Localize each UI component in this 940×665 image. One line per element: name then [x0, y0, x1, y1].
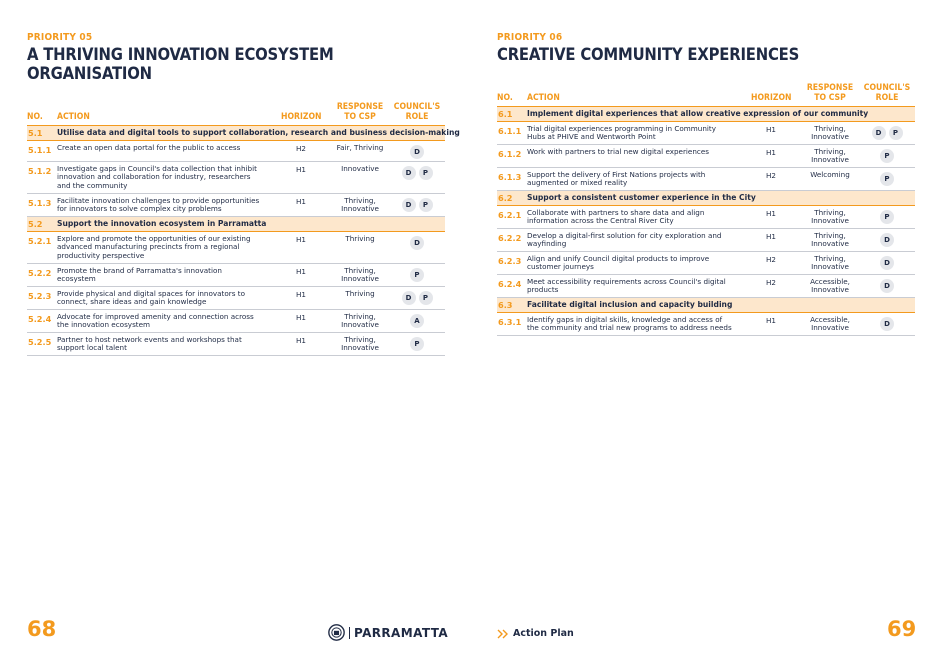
- action-line: the community and trial new programs to address needs: [527, 323, 732, 333]
- priority-title: CREATIVE COMMUNITY EXPERIENCES: [497, 45, 800, 64]
- response-line: Thriving,: [344, 266, 376, 275]
- response-line: Innovative: [811, 216, 849, 226]
- response-value: [332, 336, 388, 353]
- action-table: [27, 126, 460, 356]
- role-badge-d: D: [880, 233, 894, 247]
- horizon-value: H1: [296, 165, 306, 174]
- horizon-value: H1: [296, 290, 306, 299]
- action-line: Facilitate innovation challenges to provide opportunities: [57, 196, 260, 205]
- response-value: [332, 197, 388, 214]
- action-line: and the community: [57, 180, 128, 190]
- section-number: 6.1: [498, 109, 513, 119]
- response-line: Innovative: [811, 132, 849, 142]
- response-value: [802, 148, 858, 165]
- role-badge-p: P: [419, 166, 433, 180]
- table-row: [497, 275, 915, 298]
- role-badges: [389, 337, 445, 351]
- role-badges: [859, 210, 915, 224]
- role-badges: [389, 145, 445, 159]
- role-badges: [389, 291, 445, 305]
- table-row: [27, 141, 445, 162]
- response-value: [332, 313, 388, 330]
- action-line: Work with partners to trial new digital experiences: [527, 147, 710, 156]
- action-number: 6.3.1: [498, 317, 522, 327]
- priority-title: A THRIVING INNOVATION ECOSYSTEM ORGANISATION: [27, 45, 334, 83]
- role-badges: [859, 317, 915, 331]
- action-text: [57, 165, 279, 190]
- response-line: Innovative: [341, 274, 379, 284]
- response-line: Thriving: [345, 234, 375, 243]
- action-line: connect, share ideas and gain knowledge: [57, 297, 207, 307]
- response-value: [332, 290, 388, 298]
- table-row: [27, 232, 445, 264]
- parramatta-logo: [328, 624, 448, 641]
- role-badge-a: A: [410, 314, 424, 328]
- header-no: NO.: [497, 93, 513, 103]
- horizon-value: H1: [766, 316, 776, 325]
- action-number: 5.1.1: [28, 145, 52, 155]
- action-line: for innovators to solve complex city problems: [57, 204, 222, 214]
- action-line: wayfinding: [527, 239, 567, 249]
- action-text: [57, 267, 279, 284]
- horizon-value: H1: [296, 336, 306, 345]
- section-number: 5.1: [28, 128, 43, 138]
- action-line: ecosystem: [57, 274, 96, 284]
- header-response: RESPONSE TO CSP: [806, 83, 854, 103]
- role-badge-p: P: [410, 337, 424, 351]
- header-role: COUNCIL'S ROLE: [863, 83, 911, 103]
- horizon-value: H1: [766, 125, 776, 134]
- response-line: Thriving,: [814, 208, 846, 217]
- action-text: [527, 125, 749, 142]
- response-line: Innovative: [811, 323, 849, 333]
- action-line: productivity perspective: [57, 250, 145, 260]
- table-row: [497, 145, 915, 168]
- action-number: 6.2.3: [498, 256, 522, 266]
- role-badge-p: P: [419, 198, 433, 212]
- response-value: [332, 165, 388, 173]
- role-badges: [859, 149, 915, 163]
- logo-divider: [349, 627, 350, 639]
- action-line: information across the Central River City: [527, 216, 674, 226]
- action-line: innovation and collaboration for industry, researchers: [57, 172, 251, 182]
- response-line: Fair, Thriving: [336, 143, 384, 152]
- header-no: NO.: [27, 112, 43, 122]
- action-line: support local talent: [57, 343, 127, 353]
- header-horizon: HORIZON: [751, 93, 792, 103]
- horizon-value: H2: [766, 278, 776, 287]
- response-line: Thriving,: [814, 254, 846, 263]
- section-number: 6.3: [498, 300, 513, 310]
- role-badges: [859, 256, 915, 270]
- priority-06-column: [497, 32, 915, 336]
- response-line: Thriving,: [344, 335, 376, 344]
- response-line: Accessible,: [810, 315, 850, 324]
- role-badge-d: D: [402, 291, 416, 305]
- action-line: Identify gaps in digital skills, knowledge and access of: [527, 315, 723, 324]
- role-badge-d: D: [402, 166, 416, 180]
- action-line: augmented or mixed reality: [527, 178, 628, 188]
- action-text: [57, 144, 279, 152]
- action-line: the innovation ecosystem: [57, 320, 151, 330]
- action-line: products: [527, 285, 559, 295]
- table-row: [497, 229, 915, 252]
- response-line: Thriving,: [814, 231, 846, 240]
- action-text: [527, 278, 749, 295]
- action-line: Trial digital experiences programming in Community: [527, 124, 716, 133]
- response-line: Innovative: [811, 262, 849, 272]
- priority-label: PRIORITY 05: [27, 32, 93, 43]
- action-text: [527, 316, 749, 333]
- right-page: [470, 0, 940, 665]
- section-row: [497, 191, 915, 206]
- action-number: 5.1.2: [28, 166, 52, 176]
- response-value: [802, 171, 858, 179]
- page-number: 69: [887, 617, 917, 641]
- role-badge-d: D: [410, 145, 424, 159]
- role-badge-d: D: [410, 236, 424, 250]
- action-text: [527, 255, 749, 272]
- action-line: Hubs at PHIVE and Wentworth Point: [527, 132, 656, 142]
- section-title: Support the innovation ecosystem in Parramatta: [57, 219, 267, 228]
- table-header: [497, 72, 915, 107]
- action-line: customer journeys: [527, 262, 594, 272]
- action-text: [527, 171, 749, 188]
- role-badges: [859, 233, 915, 247]
- action-number: 6.2.4: [498, 279, 522, 289]
- section-number: 6.2: [498, 193, 513, 203]
- action-line: Support the delivery of First Nations projects with: [527, 170, 706, 179]
- role-badges: [859, 279, 915, 293]
- role-badges: [859, 172, 915, 186]
- role-badge-p: P: [889, 126, 903, 140]
- parramatta-seal-icon: [328, 624, 345, 641]
- action-table: [497, 107, 915, 336]
- response-line: Welcoming: [810, 170, 850, 179]
- page-number: 68: [27, 617, 57, 641]
- section-row: [27, 217, 445, 232]
- role-badges: [389, 198, 445, 212]
- action-text: [527, 209, 749, 226]
- response-value: [802, 125, 858, 142]
- action-text: [57, 336, 279, 353]
- horizon-value: H1: [296, 313, 306, 322]
- horizon-value: H1: [766, 209, 776, 218]
- response-line: Innovative: [341, 164, 379, 173]
- role-badges: [389, 268, 445, 282]
- action-number: 6.1.1: [498, 126, 522, 136]
- section-title: Support a consistent customer experience in the City: [527, 193, 756, 202]
- action-number: 6.1.3: [498, 172, 522, 182]
- action-line: Meet accessibility requirements across Council's digital: [527, 277, 726, 286]
- table-row: [27, 333, 445, 356]
- action-line: Develop a digital-first solution for city exploration and: [527, 231, 722, 240]
- action-line: advanced manufacturing precincts from a regional: [57, 242, 240, 252]
- role-badge-d: D: [402, 198, 416, 212]
- action-number: 6.2.2: [498, 233, 522, 243]
- role-badges: [389, 166, 445, 180]
- header-horizon: HORIZON: [281, 112, 322, 122]
- action-line: Partner to host network events and workshops that: [57, 335, 242, 344]
- response-line: Accessible,: [810, 277, 850, 286]
- header-action: ACTION: [57, 112, 90, 122]
- response-line: Innovative: [341, 204, 379, 214]
- section-footer: [497, 628, 574, 639]
- role-badges: [389, 236, 445, 250]
- action-text: [57, 313, 279, 330]
- horizon-value: H1: [296, 235, 306, 244]
- horizon-value: H1: [766, 148, 776, 157]
- role-badge-d: D: [880, 256, 894, 270]
- response-line: Thriving,: [814, 147, 846, 156]
- role-badge-d: D: [872, 126, 886, 140]
- action-line: Promote the brand of Parramatta's innovation: [57, 266, 222, 275]
- response-line: Thriving: [345, 289, 375, 298]
- action-number: 5.2.4: [28, 314, 52, 324]
- priority-label: PRIORITY 06: [497, 32, 563, 43]
- chevron-arrows-icon: [497, 629, 509, 639]
- action-number: 5.2.5: [28, 337, 52, 347]
- response-value: [802, 316, 858, 333]
- action-line: Investigate gaps in Council's data collection that inhibit: [57, 164, 257, 173]
- header-action: ACTION: [527, 93, 560, 103]
- table-row: [497, 252, 915, 275]
- response-value: [802, 278, 858, 295]
- response-value: [332, 144, 388, 152]
- response-value: [332, 235, 388, 243]
- action-text: [527, 232, 749, 249]
- action-line: Collaborate with partners to share data and align: [527, 208, 705, 217]
- response-value: [332, 267, 388, 284]
- action-line: Align and unify Council digital products to improve: [527, 254, 710, 263]
- action-text: [57, 235, 279, 260]
- role-badge-d: D: [880, 317, 894, 331]
- role-badges: [859, 126, 915, 140]
- response-line: Thriving,: [344, 196, 376, 205]
- action-number: 6.1.2: [498, 149, 522, 159]
- response-line: Innovative: [811, 239, 849, 249]
- response-line: Innovative: [811, 155, 849, 165]
- action-line: Provide physical and digital spaces for innovators to: [57, 289, 245, 298]
- section-title: Implement digital experiences that allow creative expression of our community: [527, 109, 869, 118]
- response-line: Innovative: [811, 285, 849, 295]
- table-row: [27, 162, 445, 194]
- role-badge-p: P: [410, 268, 424, 282]
- header-response: RESPONSE TO CSP: [336, 102, 384, 122]
- brand-wordmark: PARRAMATTA: [354, 625, 449, 640]
- role-badge-p: P: [419, 291, 433, 305]
- action-number: 5.2.1: [28, 236, 52, 246]
- response-line: Innovative: [341, 343, 379, 353]
- response-value: [802, 255, 858, 272]
- section-row: [27, 126, 460, 141]
- horizon-value: H2: [296, 144, 306, 153]
- table-row: [27, 264, 445, 287]
- response-value: [802, 209, 858, 226]
- response-line: Thriving,: [344, 312, 376, 321]
- table-row: [27, 287, 445, 310]
- table-header: [27, 91, 445, 126]
- horizon-value: H1: [296, 267, 306, 276]
- header-role: COUNCIL'S ROLE: [393, 102, 441, 122]
- response-line: Innovative: [341, 320, 379, 330]
- action-line: Advocate for improved amenity and connection across: [57, 312, 254, 321]
- role-badges: [389, 314, 445, 328]
- section-name: Action Plan: [513, 628, 574, 639]
- role-badge-p: P: [880, 149, 894, 163]
- action-line: Create an open data portal for the public to access: [57, 143, 241, 152]
- response-line: Thriving,: [814, 124, 846, 133]
- horizon-value: H1: [296, 197, 306, 206]
- horizon-value: H1: [766, 232, 776, 241]
- table-row: [497, 168, 915, 191]
- table-row: [497, 206, 915, 229]
- horizon-value: H2: [766, 171, 776, 180]
- role-badge-d: D: [880, 279, 894, 293]
- action-text: [527, 148, 749, 156]
- response-value: [802, 232, 858, 249]
- table-row: [27, 310, 445, 333]
- action-number: 6.2.1: [498, 210, 522, 220]
- table-row: [497, 122, 915, 145]
- section-title: Facilitate digital inclusion and capacity building: [527, 300, 733, 309]
- priority-05-column: [27, 32, 460, 356]
- action-text: [57, 290, 279, 307]
- section-row: [497, 107, 915, 122]
- action-number: 5.1.3: [28, 198, 52, 208]
- action-text: [57, 197, 279, 214]
- section-title: Utilise data and digital tools to support collaboration, research and business decision-making: [57, 128, 460, 137]
- section-number: 5.2: [28, 219, 43, 229]
- action-number: 5.2.3: [28, 291, 52, 301]
- role-badge-p: P: [880, 172, 894, 186]
- action-line: Explore and promote the opportunities of our existing: [57, 234, 251, 243]
- table-row: [497, 313, 915, 336]
- section-row: [497, 298, 915, 313]
- table-row: [27, 194, 445, 217]
- role-badge-p: P: [880, 210, 894, 224]
- horizon-value: H2: [766, 255, 776, 264]
- action-number: 5.2.2: [28, 268, 52, 278]
